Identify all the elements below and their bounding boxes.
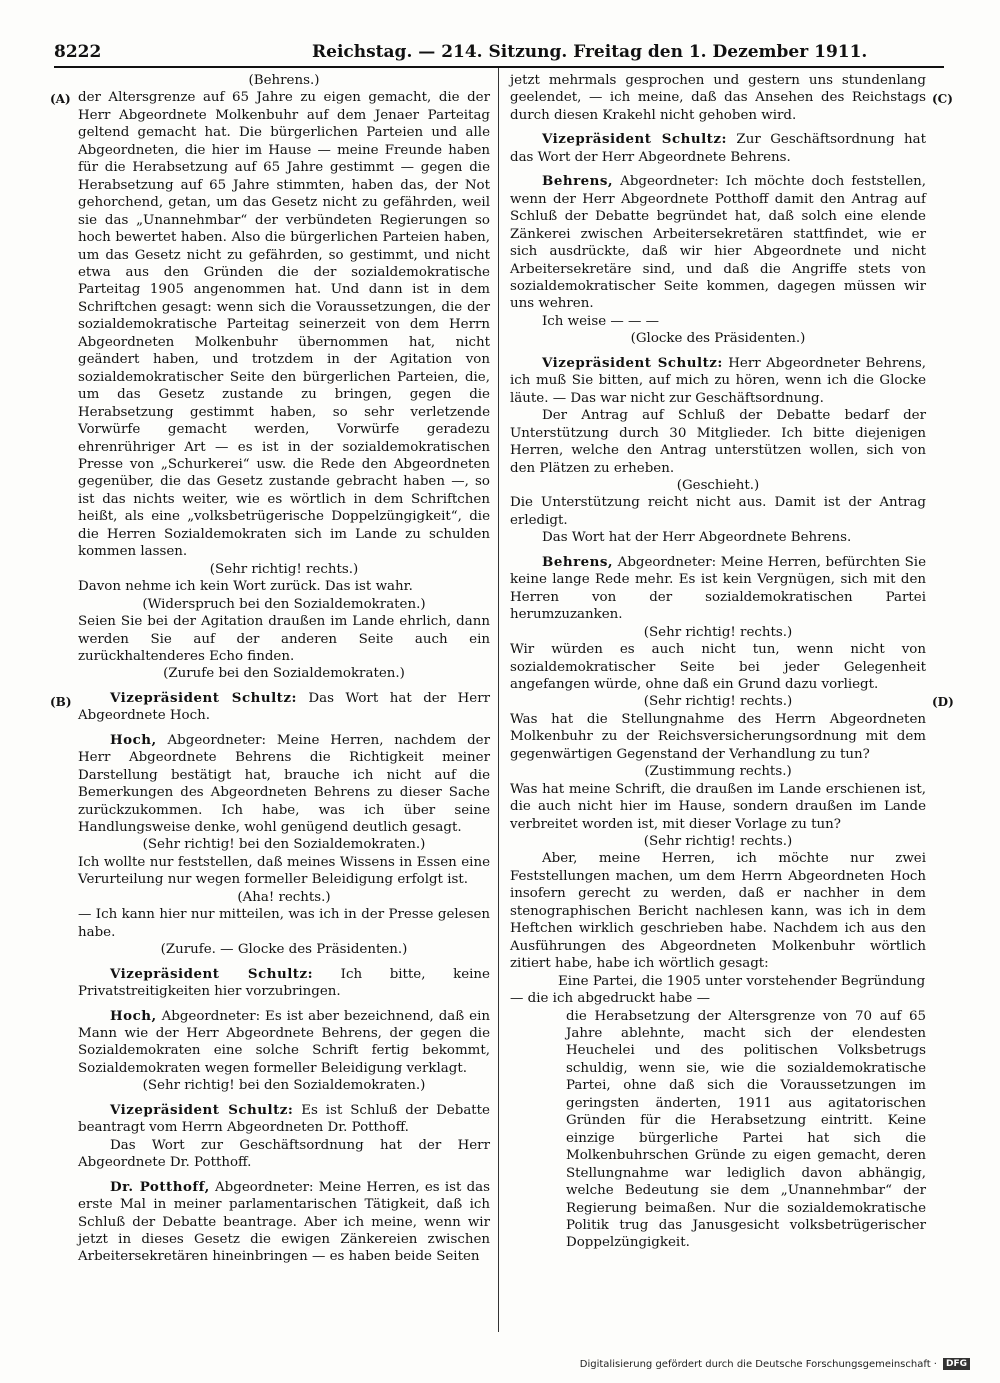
paragraph-text: der Altersgrenze auf 65 Jahre zu eigen gemacht, die der Herr Abgeordnete Molkenbuhr auf dem Jenaer Parteitag geltend gemacht hat. Die bürgerlichen Parteien und alle Abgeordneten, die hier im Hause — meine Freunde haben für die Herabsetzung auf 65 Jahre gestimmt — gegen die Herabsetzung auf 65 Jahre stimmten, haben das, der Not gehorchend, getan, um das Gesetz nicht zu gefährden, weil sie das „Unannehmbar“ der verbündeten Regierungen so hoch bewertet haben. Also die bürgerlichen Parteien haben, um das Gesetz nicht zu gefährden, so gestimmt, und nicht etwa aus den Gründen die der sozialdemokratische Parteitag 1905 angenommen hat. Und dann ist in dem Schriftchen gesagt: wenn sich die Voraussetzungen, die der sozialdemokratische Parteitag seinerzeit von dem Herrn Abgeordneten Molkenbuhr übernommen hat, nicht geändert haben, und trotzdem in der Agitation von sozialdemokratischer Seite den bürgerlichen Parteien, die, um das Gesetz zustande zu bringen, gegen die Herabsetzung gestimmt haben, so sehr verletzende Vorwürfe gemacht werden, Vorwürfe geradezu ehrenrühriger Art — es ist in der sozialdemokratischen Presse von „Schurkerei“ usw. die Rede den Abgeordneten gegenüber, die das Gesetz zustande gebracht haben —, so ist das nichts weiter, wie es wörtlich in dem Schriftchen heißt, als eine „volksbetrügerische Doppelzüngigkeit“, die die Herren Sozialdemokraten sich im Lande zu schulden kommen lassen. xyxy=(78,90,490,560)
paragraph xyxy=(510,529,926,546)
paragraph-text: jetzt mehrmals gesprochen und gestern uns stundenlang geelendet, — ich meine, daß das Ansehen des Reichstags durch diesen Krakehl nicht gehoben wird. xyxy=(510,73,926,123)
speaker-name: Behrens, xyxy=(542,553,614,570)
paragraph xyxy=(510,313,926,330)
paragraph-text: Eine Partei, die 1905 unter vorstehender Begründung xyxy=(558,973,926,989)
paragraph xyxy=(78,1137,490,1172)
paragraph-text: Die Unterstützung reicht nicht aus. Damit ist der Antrag erledigt. xyxy=(510,495,926,528)
footer-credit: Digitalisierung gefördert durch die Deutsche Forschungsgemeinschaft · xyxy=(579,1358,937,1370)
paragraph xyxy=(510,711,926,763)
speaker-paragraph xyxy=(78,1179,490,1266)
paragraph-text: — die ich abgedruckt habe — xyxy=(510,991,710,1007)
stage-direction xyxy=(78,889,490,906)
paragraph-text: Der Antrag auf Schluß der Debatte bedarf der Unterstützung durch 30 Mitglieder. Ich bitte diejenigen Herren, welche den Antrag unterstützen wollen, sich von den Plätzen zu erheben. xyxy=(510,408,926,476)
paragraph-text: (Zustimmung rechts.) xyxy=(644,764,792,780)
speaker-paragraph xyxy=(510,554,926,624)
speaker-name: Vizepräsident Schultz: xyxy=(110,1101,294,1118)
margin-marker-a: (A) xyxy=(50,92,71,106)
dfg-logo: DFG xyxy=(943,1358,970,1370)
stage-direction xyxy=(78,1077,490,1094)
stage-direction xyxy=(78,941,490,958)
paragraph-text: Das Wort zur Geschäftsordnung hat der Herr Abgeordnete Dr. Potthoff. xyxy=(78,1137,490,1171)
paragraph-text: — Ich kann hier nur mitteilen, was ich in der Presse gelesen habe. xyxy=(78,907,490,940)
speaker-name: Vizepräsident Schultz: xyxy=(542,354,723,371)
speaker-name: Behrens, xyxy=(542,173,614,190)
paragraph-text: Herr Abgeordneter Behrens, ich muß Sie bitten, auf mich zu hören, wenn ich die Glocke läute. — Das war nicht zur Geschäftsordnung. xyxy=(510,355,926,406)
paragraph-text: die Herabsetzung der Altersgrenze von 70 auf 65 Jahre ablehnte, macht sich der elendesten Heuchelei und des politischen Volksbetrugs schuldig, wenn sie, wie die sozialdemokratische Partei, ohne daß sich die Voraussetzungen im geringsten änderten, 1911 aus agitatorischen Gründen für die Herabsetzung eintritt. Keine einzige bürgerliche Partei hat sich die Molkenbuhrschen Gründe zu eigen gemacht, deren Stellungnahme war lediglich davon abhängig, welche Bedeutung sie dem „Unannehmbar“ der Regierung beimaßen. Nur die sozialdemokratische Politik trug das Janusgesicht volksbetrügerischer Doppelzüngigkeit. xyxy=(566,1008,926,1251)
stage-direction xyxy=(510,330,926,347)
speaker-name: Vizepräsident Schultz: xyxy=(110,689,297,706)
speaker-paragraph xyxy=(510,355,926,407)
paragraph-text: (Aha! rechts.) xyxy=(237,889,331,905)
paragraph-text: (Widerspruch bei den Sozialdemokraten.) xyxy=(142,596,426,612)
speaker-name: Vizepräsident Schultz: xyxy=(542,131,727,148)
stage-direction xyxy=(78,561,490,578)
stage-direction xyxy=(78,665,490,682)
left-column xyxy=(78,72,490,1266)
column-divider xyxy=(498,68,499,1332)
paragraph-text: Davon nehme ich kein Wort zurück. Das ist wahr. xyxy=(78,579,413,595)
stage-direction xyxy=(510,693,926,710)
paragraph xyxy=(78,906,490,941)
page-number: 8222 xyxy=(54,42,102,62)
paragraph-text: (Sehr richtig! rechts.) xyxy=(209,561,359,577)
speaker-paragraph xyxy=(78,1102,490,1137)
speaker-paragraph xyxy=(78,966,490,1001)
paragraph xyxy=(510,407,926,477)
paragraph-text: Ich weise — — — xyxy=(542,313,660,329)
paragraph-text: Was hat meine Schrift, die draußen im Lande erschienen ist, die auch nicht hier im Hause, sondern draußen im Lande verbreitet worden ist, mit dieser Vorlage zu tun? xyxy=(510,781,926,832)
paragraph-text: (Sehr richtig! rechts.) xyxy=(643,834,793,850)
paragraph-text: Aber, meine Herren, ich möchte nur zwei Feststellungen machen, um dem Herrn Abgeordneten Hoch insofern gerecht zu werden, daß er nachher in dem stenographischen Bericht nachlesen kann, was ich in dem Heftchen wirklich geschrieben habe. Nachdem ich aus den Ausführungen des Abgeordneten Molkenbuhr wörtlich zitiert habe, habe ich wörtlich gesagt: xyxy=(510,851,926,972)
paragraph-text: Zur Geschäftsordnung hat das Wort der Herr Abgeordnete Behrens. xyxy=(510,132,926,165)
speaker-paragraph xyxy=(78,690,490,725)
paragraph-text: Abgeordneter: Ich möchte doch feststellen, wenn der Herr Abgeordnete Potthoff damit den Antrag auf Schluß der Debatte begründet hat, daß solch eine elende Zänkerei zwischen Arbeitersekretären stattfindet, wie er sich ausdrückte, daß wir hier Abgeordnete und nicht Arbeitersekretäre sind, und daß die Angriffe stets von sozialdemokratischer Seite kommen, dagegen müssen wir uns wehren. xyxy=(510,174,927,312)
paragraph-text: Abgeordneter: Meine Herren, befürchten Sie keine lange Rede mehr. Es ist kein Vergnügen, sich mit den Herren von der sozialdemokratischen Partei herumzuzanken. xyxy=(510,554,926,623)
footer xyxy=(580,1358,970,1370)
paragraph-text: Was hat die Stellungnahme des Herrn Abgeordneten Molkenbuhr zu der Reichsversicherungsordnung mit dem gegenwärtigen Gegenstand der Verhandlung zu tun? xyxy=(510,711,926,762)
paragraph-text: (Sehr richtig! rechts.) xyxy=(643,694,793,710)
paragraph-text: Es ist Schluß der Debatte beantragt vom Herrn Abgeordneten Dr. Potthoff. xyxy=(78,1102,490,1136)
paragraph xyxy=(510,990,926,1007)
speaker-name: Dr. Potthoff, xyxy=(110,1178,210,1195)
paragraph-text: (Geschieht.) xyxy=(676,477,760,493)
paragraph-text: (Sehr richtig! rechts.) xyxy=(643,624,793,640)
paragraph xyxy=(78,613,490,665)
paragraph xyxy=(510,72,926,124)
right-column xyxy=(510,72,926,1252)
speaker-name: Hoch, xyxy=(110,731,157,748)
paragraph-text: (Zurufe bei den Sozialdemokraten.) xyxy=(163,666,405,682)
stage-direction xyxy=(78,596,490,613)
speaker-paragraph xyxy=(510,131,926,166)
paragraph xyxy=(558,973,926,990)
paragraph xyxy=(78,89,490,560)
paragraph-text: Abgeordneter: Meine Herren, nachdem der Herr Abgeordnete Behrens die Richtigkeit meiner Darstellung bestätigt hat, brauche ich nicht auf die Bemerkungen des Abgeordneten Behrens zu dieser Sache zurückzukommen. Ich habe, was ich über seine Handlungsweise denke, wohl genügend deutlich gesagt. xyxy=(78,732,490,836)
paragraph xyxy=(510,850,926,972)
stage-direction xyxy=(510,763,926,780)
header-title: Reichstag. — 214. Sitzung. Freitag den 1. Dezember 1911. xyxy=(312,42,868,62)
paragraph-text: (Glocke des Präsidenten.) xyxy=(630,331,806,347)
paragraph-text: Das Wort hat der Herr Abgeordnete Hoch. xyxy=(78,690,490,724)
paragraph-text: (Sehr richtig! bei den Sozialdemokraten.) xyxy=(142,1078,426,1094)
header-rule xyxy=(54,66,944,68)
speaker-paragraph xyxy=(78,1008,490,1078)
paragraph-text: (Behrens.) xyxy=(248,73,320,88)
stage-direction xyxy=(510,833,926,850)
paragraph-text: Das Wort hat der Herr Abgeordnete Behrens. xyxy=(542,530,852,546)
margin-marker-d: (D) xyxy=(932,695,954,709)
paragraph-text: Ich wollte nur feststellen, daß meines Wissens in Essen eine Verurteilung nur wegen formeller Beleidigung erfolgt ist. xyxy=(78,854,490,888)
paragraph xyxy=(510,494,926,529)
margin-marker-b: (B) xyxy=(50,695,72,709)
speaker-name: Vizepräsident Schultz: xyxy=(110,965,314,982)
paragraph-text: (Zurufe. — Glocke des Präsidenten.) xyxy=(160,942,408,958)
speaker-paragraph xyxy=(510,173,926,313)
paragraph-text: Abgeordneter: Meine Herren, es ist das erste Mal in meiner parlamentarischen Tätigkeit, daß ich Schluß der Debatte beantrage. Aber ich meine, wenn wir jetzt in dieses Gesetz die ewigen Zänkereien zwischen Arbeitersekretären hineinbringen — es haben beide Seiten xyxy=(78,1179,491,1265)
speaker-paragraph xyxy=(78,732,490,837)
paragraph xyxy=(510,781,926,833)
stage-direction xyxy=(78,72,490,89)
stage-direction xyxy=(510,477,926,494)
stage-direction xyxy=(510,624,926,641)
paragraph-text: (Sehr richtig! bei den Sozialdemokraten.) xyxy=(142,837,426,853)
page-header xyxy=(54,42,944,68)
paragraph-text: Ich bitte, keine Privatstreitigkeiten hier vorzubringen. xyxy=(78,966,490,1000)
paragraph-text: Seien Sie bei der Agitation draußen im Lande ehrlich, dann werden Sie auf der anderen Seite auch ein zurückhaltenderes Echo finden. xyxy=(78,614,490,664)
speaker-name: Hoch, xyxy=(110,1007,157,1024)
paragraph xyxy=(510,641,926,693)
paragraph xyxy=(78,578,490,595)
stage-direction xyxy=(78,836,490,853)
paragraph xyxy=(566,1008,926,1252)
paragraph-text: Wir würden es auch nicht tun, wenn nicht von sozialdemokratischer Seite bei jeder Gelegenheit angefangen würde, ohne daß ein Grund dazu vorliegt. xyxy=(510,642,926,692)
paragraph xyxy=(78,854,490,889)
margin-marker-c: (C) xyxy=(932,92,953,106)
paragraph-text: Abgeordneter: Es ist aber bezeichnend, daß ein Mann wie der Herr Abgeordnete Behrens, der gegen die Sozialdemokraten eine solche Schrift fertig bekommt, Sozialdemokraten wegen formeller Beleidigung verklagt. xyxy=(78,1008,490,1076)
